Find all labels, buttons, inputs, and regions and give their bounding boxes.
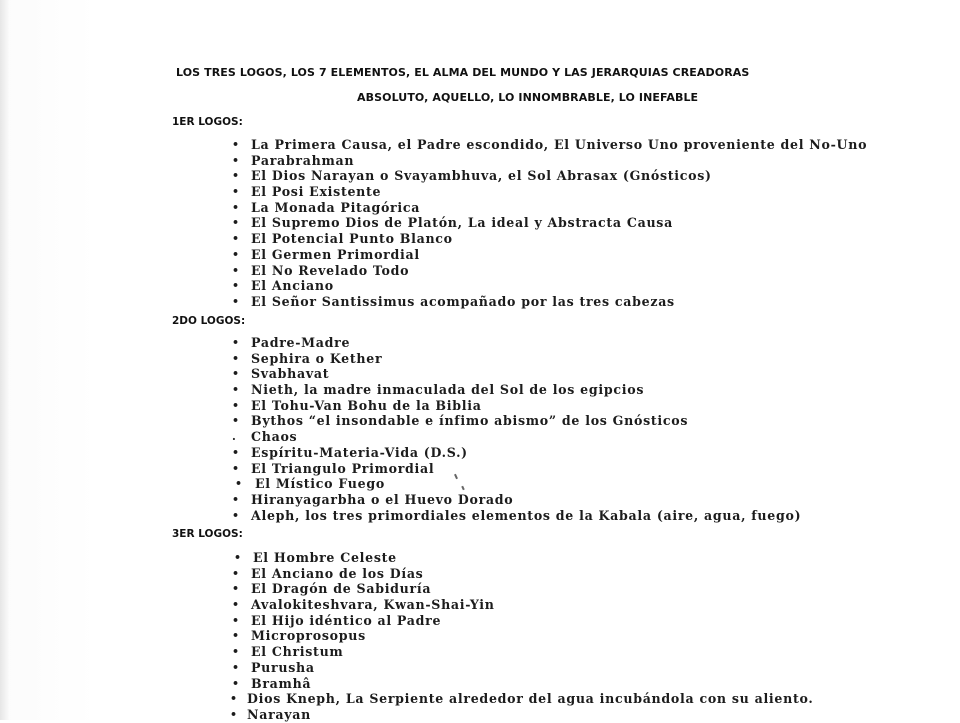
bullet-icon: • — [232, 582, 240, 596]
bullet-icon: • — [232, 153, 240, 167]
list-item-text: Narayan — [247, 706, 312, 722]
section-label-third-logos: 3ER LOGOS: — [172, 528, 243, 540]
document-subtitle: ABSOLUTO, AQUELLO, LO INNOMBRABLE, LO INEFABLE — [357, 91, 699, 104]
bullet-icon: • — [232, 336, 240, 349]
bullet-icon: • — [232, 351, 240, 365]
list-item-text: El Posi Existente — [251, 184, 382, 200]
bullet-icon: • — [232, 216, 240, 230]
bullet-icon: • — [232, 676, 240, 690]
list-item-text: Microprosopus — [251, 628, 366, 644]
list-item-text: Svabhavat — [251, 366, 330, 382]
bullet-icon: • — [232, 383, 240, 397]
bullet-icon: • — [230, 707, 238, 721]
list-item-text: El Dios Narayan o Svayambhuva, el Sol Abrasax (Gnósticos) — [251, 168, 712, 184]
bullet-icon: • — [232, 445, 240, 459]
bullet-icon: • — [235, 477, 243, 491]
list-item-text: El Anciano — [251, 278, 334, 294]
bullet-icon: • — [232, 294, 240, 308]
list-item-text: Purusha — [251, 659, 315, 675]
list-item-text: El Tohu-Van Bohu de la Biblia — [251, 397, 482, 413]
bullet-icon: • — [232, 232, 240, 246]
bullet-icon: • — [232, 169, 240, 183]
bullet-icon: • — [232, 138, 240, 151]
list-item-text: Hiranyagarbha o el Huevo Dorado — [251, 491, 514, 507]
list-item-text: El Supremo Dios de Platón, La ideal y Abstracta Causa — [251, 215, 673, 231]
list-item-text: El Potencial Punto Blanco — [251, 231, 453, 247]
list-item-text: El Dragón de Sabiduría — [251, 581, 432, 597]
list-item-text: Bythos “el insondable e ínfimo abismo” de los Gnósticos — [251, 413, 689, 429]
bullet-icon: • — [232, 645, 240, 659]
section-label-second-logos: 2DO LOGOS: — [172, 315, 246, 327]
list-item-text: Espíritu-Materia-Vida (D.S.) — [251, 444, 468, 460]
bullet-icon: • — [232, 414, 240, 428]
list-item-text: El Hombre Celeste — [253, 550, 397, 565]
scan-speck — [461, 486, 465, 490]
bullet-icon: • — [232, 566, 240, 580]
bullet-icon: • — [232, 613, 240, 627]
list-item-text: El Christum — [251, 644, 344, 660]
list-item-text: La Monada Pitagórica — [251, 199, 421, 215]
section-label-first-logos: 1ER LOGOS: — [172, 116, 243, 128]
bullet-icon: • — [232, 492, 240, 506]
list-item-text: Bramhâ — [251, 675, 312, 691]
list-item-text: El Triangulo Primordial — [251, 460, 435, 476]
list-item-text: El Místico Fuego — [255, 476, 385, 492]
list-item-text: Padre-Madre — [251, 335, 351, 350]
bullet-icon: • — [232, 629, 240, 643]
list-item-text: Nieth, la madre inmaculada del Sol de los egipcios — [251, 382, 645, 398]
list-item-text: El No Revelado Todo — [251, 262, 410, 278]
list-item-text: Avalokiteshvara, Kwan-Shai-Yin — [251, 597, 495, 613]
bullet-icon: • — [232, 367, 240, 381]
bullet-icon: . — [232, 430, 237, 444]
list-item-text: El Anciano de los Días — [251, 565, 424, 581]
list-item-text: Parabrahman — [251, 152, 355, 168]
list-item-text: Chaos — [251, 429, 298, 445]
bullet-icon: • — [230, 692, 238, 706]
scan-edge-shadow — [0, 0, 10, 720]
bullet-icon: • — [232, 598, 240, 612]
bullet-icon: • — [234, 551, 242, 564]
list-item-text: La Primera Causa, el Padre escondido, El Universo Uno proveniente del No-Uno — [251, 137, 868, 152]
list-item-text: Dios Kneph, La Serpiente alrededor del agua incubándola con su aliento. — [247, 691, 814, 707]
document-title: LOS TRES LOGOS, LOS 7 ELEMENTOS, EL ALMA DEL MUNDO Y LAS JERARQUIAS CREADORAS — [176, 66, 750, 79]
list-item-text: El Hijo idéntico al Padre — [251, 612, 442, 628]
bullet-icon: • — [232, 461, 240, 475]
bullet-icon: • — [232, 508, 240, 522]
bullet-icon: • — [232, 660, 240, 674]
bullet-icon: • — [232, 279, 240, 293]
bullet-icon: • — [232, 247, 240, 261]
bullet-icon: • — [232, 200, 240, 214]
list-item-text: Sephira o Kether — [251, 350, 383, 366]
list-item-text: Aleph, los tres primordiales elementos de la Kabala (aire, agua, fuego) — [251, 507, 802, 523]
bullet-icon: • — [232, 185, 240, 199]
list-item-text: El Germen Primordial — [251, 246, 420, 262]
bullet-icon: • — [232, 398, 240, 412]
scan-speck — [454, 474, 458, 479]
list-item-text: El Señor Santissimus acompañado por las tres cabezas — [251, 293, 675, 309]
bullet-icon: • — [232, 263, 240, 277]
